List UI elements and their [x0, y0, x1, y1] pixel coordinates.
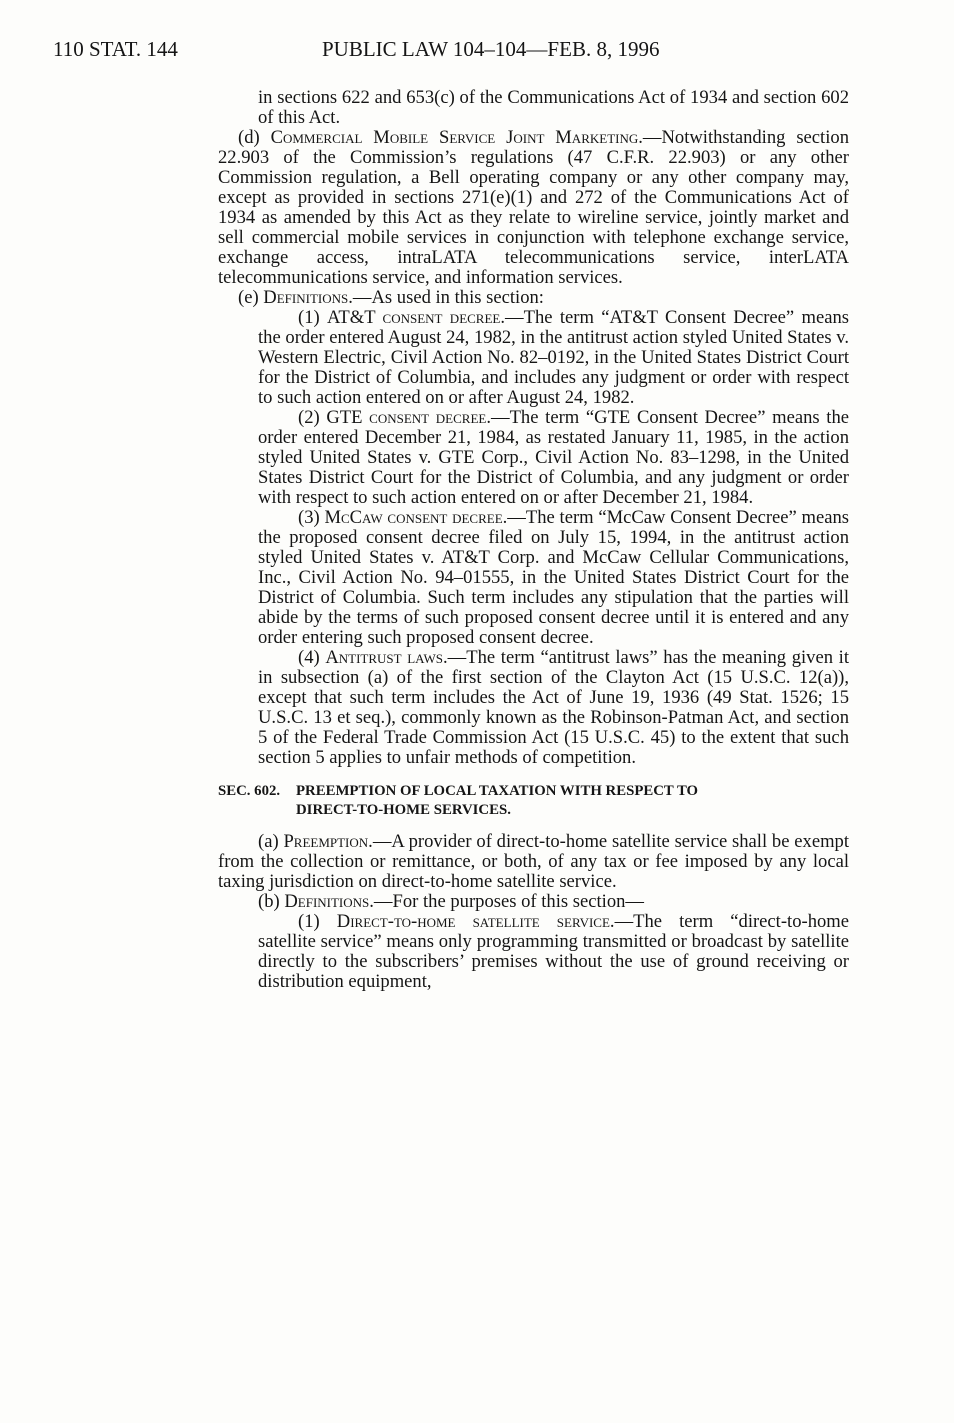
section-number: SEC. 602.: [218, 783, 281, 799]
page-body: [218, 88, 849, 992]
definition-2-heading: GTE consent decree.: [326, 407, 491, 428]
definition-1-heading: AT&T consent decree.: [327, 307, 506, 328]
statute-page-number: 110 STAT. 144: [53, 37, 178, 61]
section-title-line1: PREEMPTION OF LOCAL TAXATION WITH RESPECT TO: [296, 783, 699, 799]
public-law-citation: PUBLIC LAW 104–104—FEB. 8, 1996: [322, 37, 660, 61]
definition-1: (1) AT&T consent decree.—The term “AT&T Consent Decree” means the order entered August 24, 1982, in the antitrust action styled United States v. Western Electric, Civil Action No. 82–0192, in the United States District Court for the District of Columbia, and includes any judgment or order with respect to such action entered on or after August 24, 1982.: [258, 307, 849, 408]
subsection-d: (d) Commercial Mobile Service Joint Marketing.—Notwithstanding section 22.903 of the Commission’s regulations (47 C.F.R. 22.903) or any other Commission regulation, a Bell operating company or any other company may, except as provided in sections 271(e)(1) and 272 of the Communications Act of 1934 as amended by this Act as they relate to wireline service, jointly market and sell commercial mobile services in conjunction with telephone exchange service, exchange access, intraLATA telecommunications service, interLATA telecommunications service, and information services.: [218, 127, 849, 288]
subsection-d-heading: Commercial Mobile Service Joint Marketing.: [270, 127, 643, 148]
section-title-line2: DIRECT-TO-HOME SERVICES.: [296, 802, 511, 818]
section-subsection-b-heading: Definitions.: [284, 891, 374, 912]
section-heading: [218, 782, 849, 820]
definition-2: (2) GTE consent decree.—The term “GTE Consent Decree” means the order entered December 21, 1984, as restated January 11, 1985, in the action styled United States v. GTE Corp., Civil Action No. 83–1298, in the United States District Court for the District of Columbia, and any judgment or order with respect to such action entered on or after December 21, 1984.: [258, 407, 849, 508]
section-subsection-a: (a) Preemption.—A provider of direct-to-home satellite service shall be exempt from the collection or remittance, or both, of any tax or fee imposed by any local taxing jurisdiction on direct-to-home satellite service.: [218, 831, 849, 892]
subsection-e: (e) Definitions.—As used in this section:: [238, 287, 544, 308]
section-subsection-b: (b) Definitions.—For the purposes of this section—: [258, 891, 645, 912]
subsection-e-heading: Definitions.: [263, 287, 353, 308]
section-definition-1: (1) Direct-to-home satellite service.—The term “direct-to-home satellite service” means only programming transmitted or broadcast by satellite directly to the subscribers’ premises without the use of ground receiving or distribution equipment,: [258, 911, 850, 992]
section-subsection-a-heading: Preemption.: [283, 831, 373, 852]
definition-3: (3) McCaw consent decree.—The term “McCaw Consent Decree” means the proposed consent decree filed on July 15, 1994, in the antitrust action styled United States v. AT&T Corp. and McCaw Cellular Communications, Inc., Civil Action No. 94–01555, in the United States District Court for the District of Columbia. Such term includes any stipulation that the parties will abide by the terms of such proposed consent decree until it is entered and any order entering such proposed consent decree.: [258, 507, 850, 648]
section-definition-1-heading: Direct-to-home satellite service.: [336, 911, 615, 932]
definition-4-heading: Antitrust laws.: [325, 647, 448, 668]
definition-4: (4) Antitrust laws.—The term “antitrust laws” has the meaning given it in subsection (a) of the first section of the Clayton Act (15 U.S.C. 12(a)), except that such term includes the Act of June 19, 1936 (49 Stat. 1526; 15 U.S.C. 13 et seq.), commonly known as the Robinson-Patman Act, and section 5 of the Federal Trade Commission Act (15 U.S.C. 45) to the extent that such section 5 applies to unfair methods of competition.: [258, 647, 849, 768]
running-header: [53, 37, 853, 67]
definition-3-heading: McCaw consent decree.: [324, 507, 508, 528]
continued-paragraph: in sections 622 and 653(c) of the Communications Act of 1934 and section 602 of this Act.: [258, 87, 849, 128]
